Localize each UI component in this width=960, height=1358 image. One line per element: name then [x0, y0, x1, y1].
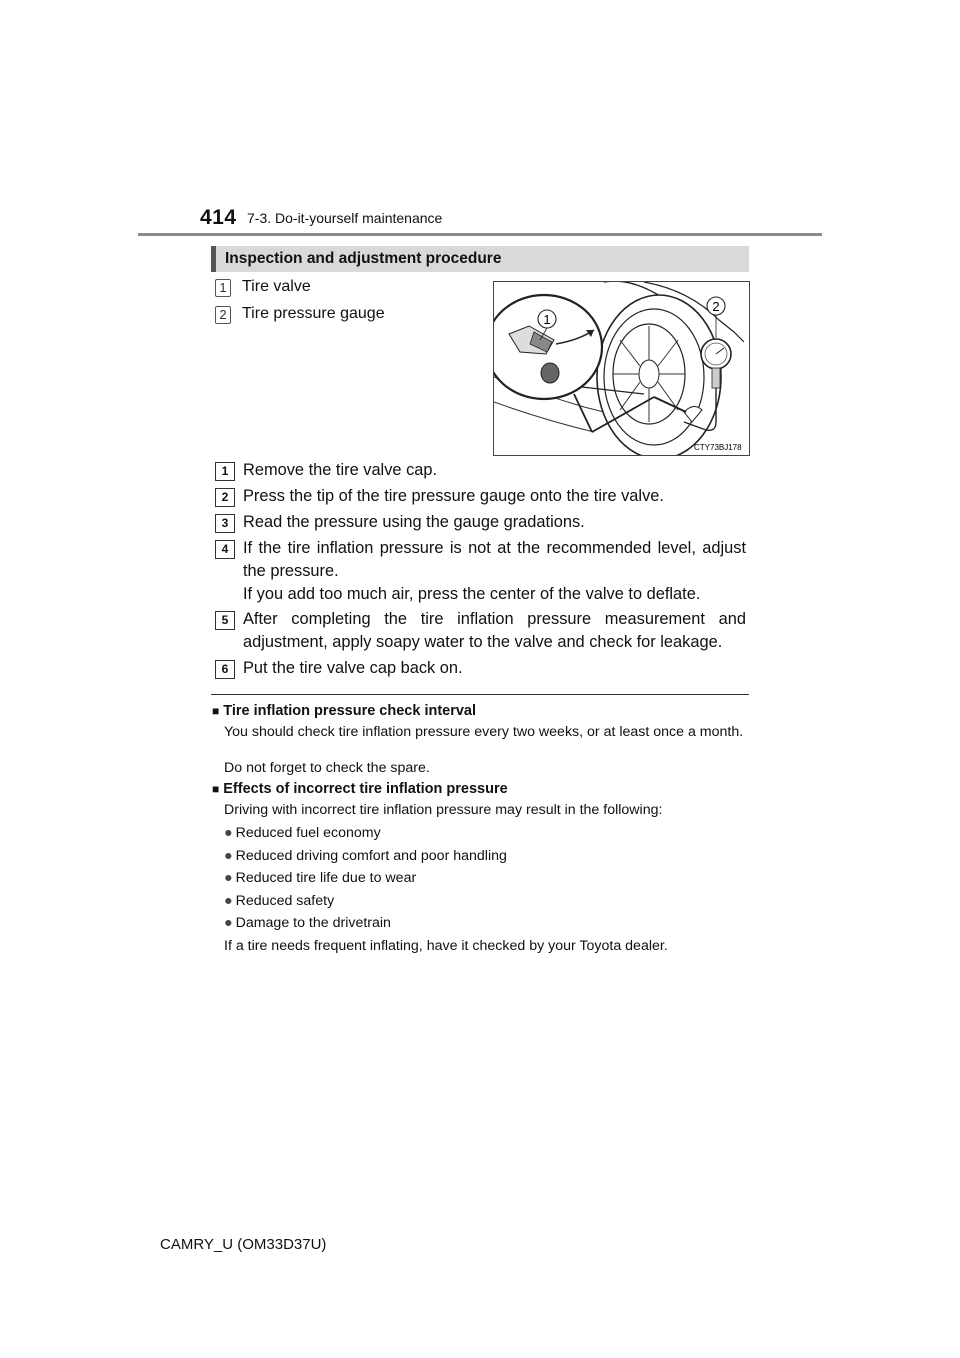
page-number: 414: [200, 206, 237, 229]
circle-bullet-icon: ●: [224, 870, 233, 886]
step-number-1: 1: [215, 462, 235, 481]
footer-doc-id: CAMRY_U (OM33D37U): [160, 1236, 327, 1253]
section-header: Inspection and adjustment procedure: [211, 246, 749, 272]
list-item: ● Reduced safety: [224, 893, 335, 909]
note-heading-effects-text: Effects of incorrect tire inflation pressure: [223, 781, 508, 797]
circle-bullet-icon: ●: [224, 825, 233, 841]
note-interval-spare: Do not forget to check the spare.: [224, 760, 430, 776]
list-item: ● Reduced tire life due to wear: [224, 870, 417, 886]
note-heading-effects: [212, 781, 508, 797]
header-rule: [138, 233, 822, 236]
note-effects-closing: If a tire needs frequent inflating, have it checked by your Toyota dealer.: [224, 938, 668, 954]
tire-illustration-drawing: [494, 282, 749, 455]
step-4-extra: If you add too much air, press the center of the valve to deflate.: [243, 585, 701, 603]
list-item: ● Reduced fuel economy: [224, 825, 381, 841]
illustration-label-2: 2: [712, 299, 720, 314]
circle-bullet-icon: ●: [224, 915, 233, 931]
step-number-4: 4: [215, 540, 235, 559]
step-1-text: Remove the tire valve cap.: [243, 461, 438, 479]
step-number-3: 3: [215, 514, 235, 533]
callout-label-pressure-gauge: Tire pressure gauge: [242, 305, 385, 322]
circle-bullet-icon: ●: [224, 893, 233, 909]
callout-label-tire-valve: Tire valve: [242, 278, 311, 295]
step-4-text: If the tire inflation pressure is not at the recommended level, adjust the pressure.: [243, 539, 746, 580]
callout-number-1: 1: [215, 279, 231, 297]
step-number-5: 5: [215, 611, 235, 630]
square-bullet-icon: ■: [212, 782, 220, 796]
note-effects-intro: Driving with incorrect tire inflation pressure may result in the following:: [224, 802, 663, 818]
illustration-code: CTY73BJ178: [694, 443, 742, 452]
note-heading-interval-text: Tire inflation pressure check interval: [223, 703, 477, 719]
list-item: ● Damage to the drivetrain: [224, 915, 391, 931]
callout-number-2: 2: [215, 306, 231, 324]
chapter-title: 7-3. Do-it-yourself maintenance: [247, 210, 443, 226]
tire-valve-illustration: [493, 281, 750, 456]
step-2-text: Press the tip of the tire pressure gauge onto the tire valve.: [243, 487, 664, 505]
circle-bullet-icon: ●: [224, 848, 233, 864]
square-bullet-icon: ■: [212, 704, 220, 718]
note-interval-text: You should check tire inflation pressure every two weeks, or at least once a month.: [224, 724, 744, 740]
illustration-label-1: 1: [543, 312, 551, 327]
note-heading-interval: [212, 703, 476, 719]
notes-divider: [211, 694, 749, 695]
step-number-6: 6: [215, 660, 235, 679]
list-item: ● Reduced driving comfort and poor handling: [224, 848, 507, 864]
step-3-text: Read the pressure using the gauge gradations.: [243, 513, 585, 531]
step-number-2: 2: [215, 488, 235, 507]
step-5-text: After completing the tire inflation pressure measurement and adjustment, apply soapy water to the valve and check for leakage.: [243, 610, 746, 651]
step-6-text: Put the tire valve cap back on.: [243, 659, 463, 677]
